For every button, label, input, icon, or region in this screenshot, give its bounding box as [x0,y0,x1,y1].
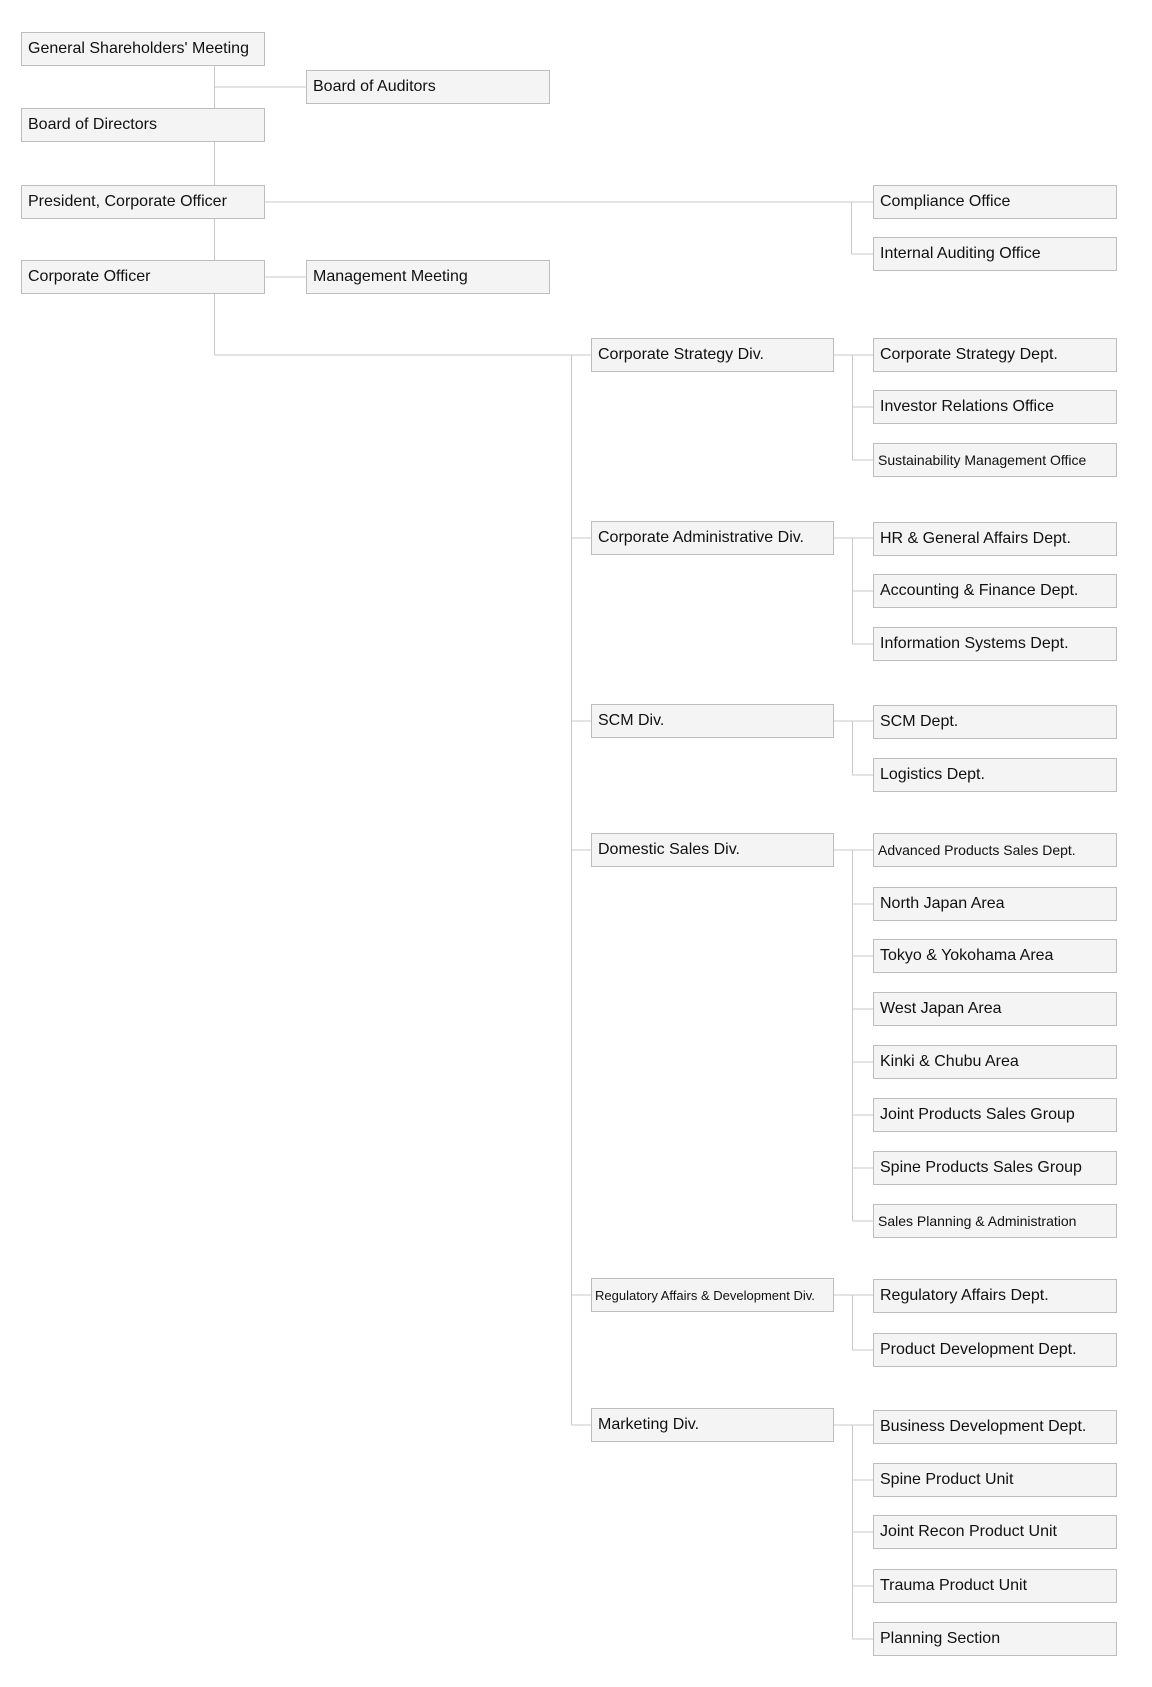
unit-spine-products-sales-group: Spine Products Sales Group [873,1151,1117,1185]
unit-joint-recon-product-unit: Joint Recon Product Unit [873,1515,1117,1549]
unit-product-development-dept: Product Development Dept. [873,1333,1117,1367]
unit-spine-product-unit: Spine Product Unit [873,1463,1117,1497]
node-general-shareholders-meeting: General Shareholders' Meeting [21,32,265,66]
unit-trauma-product-unit: Trauma Product Unit [873,1569,1117,1603]
unit-north-japan-area: North Japan Area [873,887,1117,921]
unit-sales-planning-administration: Sales Planning & Administration [873,1204,1117,1238]
node-management-meeting: Management Meeting [306,260,550,294]
division-scm: SCM Div. [591,704,834,738]
unit-hr-general-affairs-dept: HR & General Affairs Dept. [873,522,1117,556]
unit-corporate-strategy-dept: Corporate Strategy Dept. [873,338,1117,372]
unit-west-japan-area: West Japan Area [873,992,1117,1026]
node-corporate-officer: Corporate Officer [21,260,265,294]
unit-planning-section: Planning Section [873,1622,1117,1656]
unit-tokyo-yokohama-area: Tokyo & Yokohama Area [873,939,1117,973]
unit-investor-relations-office: Investor Relations Office [873,390,1117,424]
division-corporate-strategy: Corporate Strategy Div. [591,338,834,372]
division-marketing: Marketing Div. [591,1408,834,1442]
unit-scm-dept: SCM Dept. [873,705,1117,739]
unit-joint-products-sales-group: Joint Products Sales Group [873,1098,1117,1132]
unit-sustainability-management-office: Sustainability Management Office [873,443,1117,477]
division-regulatory-affairs-development: Regulatory Affairs & Development Div. [591,1278,834,1312]
unit-advanced-products-sales-dept: Advanced Products Sales Dept. [873,833,1117,867]
division-corporate-administrative: Corporate Administrative Div. [591,521,834,555]
unit-logistics-dept: Logistics Dept. [873,758,1117,792]
unit-regulatory-affairs-dept: Regulatory Affairs Dept. [873,1279,1117,1313]
node-internal-auditing-office: Internal Auditing Office [873,237,1117,271]
node-board-of-directors: Board of Directors [21,108,265,142]
node-president: President, Corporate Officer [21,185,265,219]
unit-kinki-chubu-area: Kinki & Chubu Area [873,1045,1117,1079]
node-board-of-auditors: Board of Auditors [306,70,550,104]
unit-information-systems-dept: Information Systems Dept. [873,627,1117,661]
node-compliance-office: Compliance Office [873,185,1117,219]
unit-business-development-dept: Business Development Dept. [873,1410,1117,1444]
division-domestic-sales: Domestic Sales Div. [591,833,834,867]
unit-accounting-finance-dept: Accounting & Finance Dept. [873,574,1117,608]
